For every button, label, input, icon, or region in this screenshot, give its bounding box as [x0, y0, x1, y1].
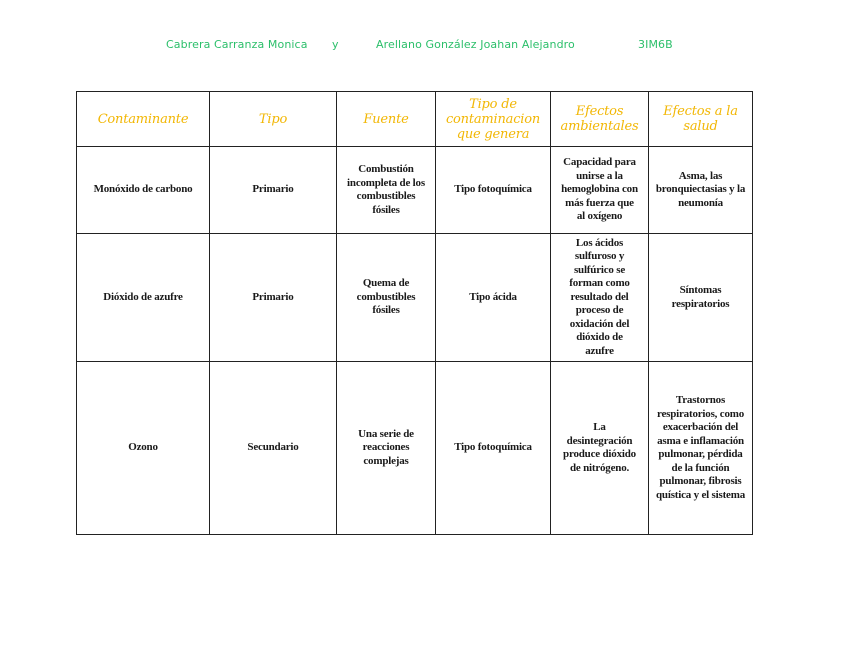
table-row — [77, 147, 753, 234]
cell-fuente: Una serie de reacciones complejas — [337, 362, 436, 535]
group-code: 3IM6B — [638, 38, 673, 51]
author-name-2: Arellano González Joahan Alejandro — [376, 38, 575, 51]
table-row — [77, 362, 753, 535]
column-header-efectos-ambientales: Efectos ambientales — [551, 92, 649, 147]
cell-contaminante: Monóxido de carbono — [77, 147, 210, 234]
author-conjunction: y — [332, 38, 339, 51]
table-header-row — [77, 92, 753, 147]
column-header-tipo-contaminacion: Tipo de contaminacion que genera — [436, 92, 551, 147]
cell-efectos-ambientales: La desintegración produce dióxido de nitrógeno. — [551, 362, 649, 535]
pollutants-table — [76, 91, 753, 535]
cell-tipo-contaminacion: Tipo fotoquímica — [436, 147, 551, 234]
cell-efectos-ambientales: Los ácidos sulfuroso y sulfúrico se forman como resultado del proceso de oxidación del dióxido de azufre — [551, 234, 649, 362]
cell-tipo: Secundario — [210, 362, 337, 535]
cell-tipo-contaminacion: Tipo ácida — [436, 234, 551, 362]
cell-tipo-contaminacion: Tipo fotoquímica — [436, 362, 551, 535]
cell-tipo: Primario — [210, 234, 337, 362]
table-row — [77, 234, 753, 362]
column-header-fuente: Fuente — [337, 92, 436, 147]
cell-fuente: Quema de combustibles fósiles — [337, 234, 436, 362]
column-header-tipo: Tipo — [210, 92, 337, 147]
author-name-1: Cabrera Carranza Monica — [166, 38, 308, 51]
cell-tipo: Primario — [210, 147, 337, 234]
cell-efectos-salud: Síntomas respiratorios — [649, 234, 753, 362]
cell-contaminante: Ozono — [77, 362, 210, 535]
cell-efectos-salud: Asma, las bronquiectasias y la neumonía — [649, 147, 753, 234]
cell-efectos-ambientales: Capacidad para unirse a la hemoglobina con más fuerza que al oxígeno — [551, 147, 649, 234]
column-header-contaminante: Contaminante — [77, 92, 210, 147]
cell-contaminante: Dióxido de azufre — [77, 234, 210, 362]
cell-efectos-salud: Trastornos respiratorios, como exacerbación del asma e inflamación pulmonar, pérdida de la función pulmonar, fibrosis quística y el sistema — [649, 362, 753, 535]
column-header-efectos-salud: Efectos a la salud — [649, 92, 753, 147]
cell-fuente: Combustión incompleta de los combustibles fósiles — [337, 147, 436, 234]
document-header — [0, 38, 848, 54]
